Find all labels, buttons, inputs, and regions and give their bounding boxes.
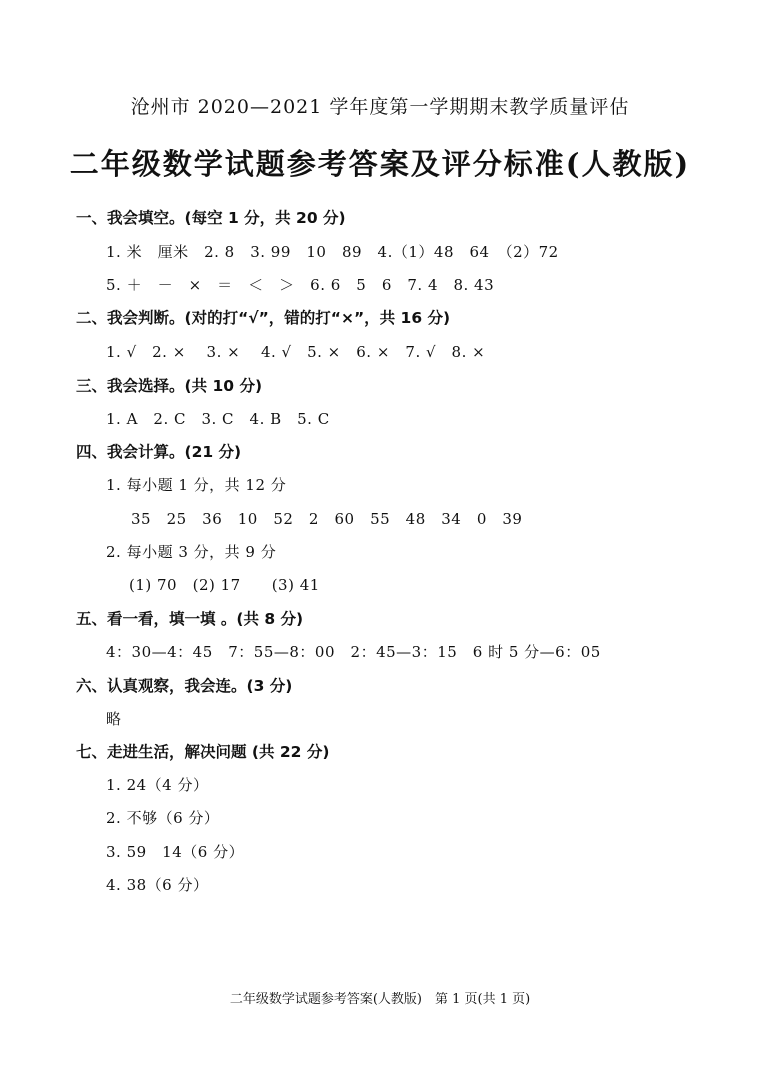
section-3-heading: 三、我会选择。(共 10 分) xyxy=(76,377,263,395)
answer-line: 2. 每小题 3 分，共 9 分 xyxy=(106,543,277,561)
answer-line: 35 25 36 10 52 2 60 55 48 34 0 39 xyxy=(131,510,523,528)
answer-line: 1. 每小题 1 分，共 12 分 xyxy=(106,476,287,494)
answer-line: 3. 59 14（6 分） xyxy=(106,843,245,861)
section-2-heading: 二、我会判断。(对的打“√”，错的打“×”，共 16 分) xyxy=(76,309,451,327)
answer-line: 2. 不够（6 分） xyxy=(106,809,220,827)
section-4-heading: 四、我会计算。(21 分) xyxy=(76,443,242,461)
page-footer: 二年级数学试题参考答案(人教版) 第 1 页(共 1 页) xyxy=(229,992,531,1007)
answer-line: 1. 24（4 分） xyxy=(106,776,209,794)
answer-line: 略 xyxy=(106,710,122,728)
exam-subtitle: 沧州市 2020—2021 学年度第一学期期末教学质量评估 xyxy=(130,96,630,118)
section-5-heading: 五、看一看，填一填 。(共 8 分) xyxy=(76,610,304,628)
section-7-heading: 七、走进生活，解决问题 (共 22 分) xyxy=(76,743,330,761)
answer-line: 4. 38（6 分） xyxy=(106,876,209,894)
answer-line: (1) 70 (2) 17 (3) 41 xyxy=(129,576,320,594)
answer-line: 1. A 2. C 3. C 4. B 5. C xyxy=(106,410,330,428)
section-1-heading: 一、我会填空。(每空 1 分，共 20 分) xyxy=(76,209,346,227)
answer-line: 4：30—4：45 7：55—8：00 2：45—3：15 6 时 5 分—6：05 xyxy=(106,643,601,661)
section-6-heading: 六、认真观察，我会连。(3 分) xyxy=(76,677,293,695)
answer-line: 1. 米 厘米 2. 8 3. 99 10 89 4.（1）48 64 （2）72 xyxy=(106,243,559,261)
answer-line: 5. ＋ － × ＝ ＜ ＞ 6. 6 5 6 7. 4 8. 43 xyxy=(106,276,495,294)
page-title: 二年级数学试题参考答案及评分标准(人教版) xyxy=(69,147,691,181)
answer-line: 1. √ 2. × 3. × 4. √ 5. × 6. × 7. √ 8. × xyxy=(106,343,486,361)
